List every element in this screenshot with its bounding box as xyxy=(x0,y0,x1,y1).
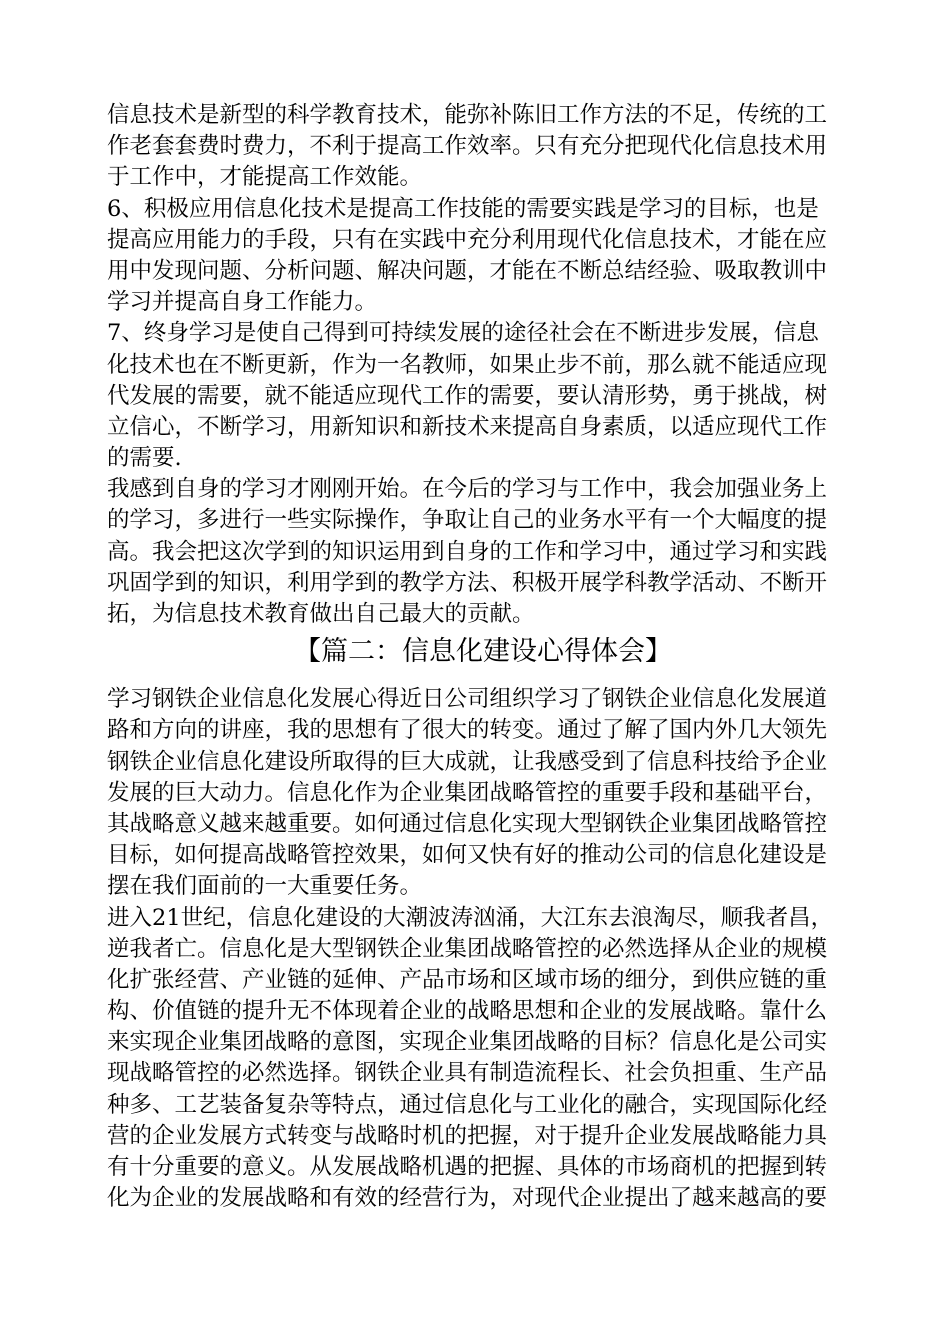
text-line: 路和方向的讲座，我的思想有了很大的转变。通过了解了国内外几大领先 xyxy=(107,717,828,744)
text-line: 我感到自身的学习才刚刚开始。在今后的学习与工作中，我会加强业务上 xyxy=(107,476,828,503)
text-line: 营的企业发展方式转变与战略时机的把握，对于提升企业发展战略能力具 xyxy=(107,1122,828,1149)
text-line: 摆在我们面前的一大重要任务。 xyxy=(107,873,423,900)
text-line: 作老套套费时费力，不利于提高工作效率。只有充分把现代化信息技术用 xyxy=(107,133,828,160)
text-line: 目标，如何提高战略管控效果，如何又快有好的推动公司的信息化建设是 xyxy=(107,842,828,869)
text-line: 化为企业的发展战略和有效的经营行为，对现代企业提出了越来越高的要 xyxy=(107,1185,828,1212)
text-line: 种多、工艺装备复杂等特点，通过信息化与工业化的融合，实现国际化经 xyxy=(107,1091,828,1118)
text-line: 代发展的需要，就不能适应现代工作的需要，要认清形势，勇于挑战，树 xyxy=(107,382,828,409)
text-line: 化技术也在不断更新，作为一名教师，如果止步不前，那么就不能适应现 xyxy=(107,351,828,378)
text-line: 钢铁企业信息化建设所取得的巨大成就，让我感受到了信息科技给予企业 xyxy=(107,748,828,775)
section-two-body xyxy=(107,684,859,1214)
text-line: 信息技术是新型的科学教育技术，能弥补陈旧工作方法的不足，传统的工 xyxy=(107,102,828,128)
text-line: 6、积极应用信息化技术是提高工作技能的需要实践是学习的目标，也是 xyxy=(107,195,819,222)
text-line: 来实现企业集团战略的意图，实现企业集团战略的目标？信息化是公司实 xyxy=(107,1029,828,1056)
text-line: 进入21世纪，信息化建设的大潮波涛汹涌，大江东去浪淘尽，顺我者昌， xyxy=(107,904,834,931)
section-one-body xyxy=(107,100,859,630)
text-line: 7、终身学习是使自己得到可持续发展的途径社会在不断进步发展，信息 xyxy=(107,320,819,347)
text-line: 高。我会把这次学到的知识运用到自身的工作和学习中，通过学习和实践 xyxy=(107,538,828,565)
section-two-title: 【篇二：信息化建设心得体会】 xyxy=(294,636,672,668)
text-line: 的学习，多进行一些实际操作，争取让自己的业务水平有一个大幅度的提 xyxy=(107,507,828,534)
text-line: 用中发现问题、分析问题、解决问题，才能在不断总结经验、吸取教训中 xyxy=(107,257,828,284)
text-line: 学习并提高自身工作能力。 xyxy=(107,289,378,316)
text-line: 有十分重要的意义。从发展战略机遇的把握、具体的市场商机的把握到转 xyxy=(107,1154,828,1180)
text-line: 的需要. xyxy=(107,445,182,472)
text-line: 化扩张经营、产业链的延伸、产品市场和区域市场的细分，到供应链的重 xyxy=(107,966,828,993)
text-line: 拓，为信息技术教育做出自己最大的贡献。 xyxy=(107,601,535,627)
document-page xyxy=(107,100,859,1214)
text-line: 学习钢铁企业信息化发展心得近日公司组织学习了钢铁企业信息化发展道 xyxy=(107,686,828,713)
text-line: 巩固学到的知识，利用学到的教学方法、积极开展学科教学活动、不断开 xyxy=(107,569,828,596)
text-line: 提高应用能力的手段，只有在实践中充分利用现代化信息技术，才能在应 xyxy=(107,226,828,253)
text-line: 构、价值链的提升无不体现着企业的战略思想和企业的发展战略。靠什么 xyxy=(107,998,828,1025)
text-line: 其战略意义越来越重要。如何通过信息化实现大型钢铁企业集团战略管控 xyxy=(107,810,828,837)
text-line: 于工作中，才能提高工作效能。 xyxy=(107,164,423,191)
text-line: 逆我者亡。信息化是大型钢铁企业集团战略管控的必然选择从企业的规模 xyxy=(107,935,828,962)
text-line: 现战略管控的必然选择。钢铁企业具有制造流程长、社会负担重、生产品 xyxy=(107,1060,828,1087)
text-line: 立信心，不断学习，用新知识和新技术来提高自身素质，以适应现代工作 xyxy=(107,413,828,440)
text-line: 发展的巨大动力。信息化作为企业集团战略管控的重要手段和基础平台， xyxy=(107,779,828,806)
